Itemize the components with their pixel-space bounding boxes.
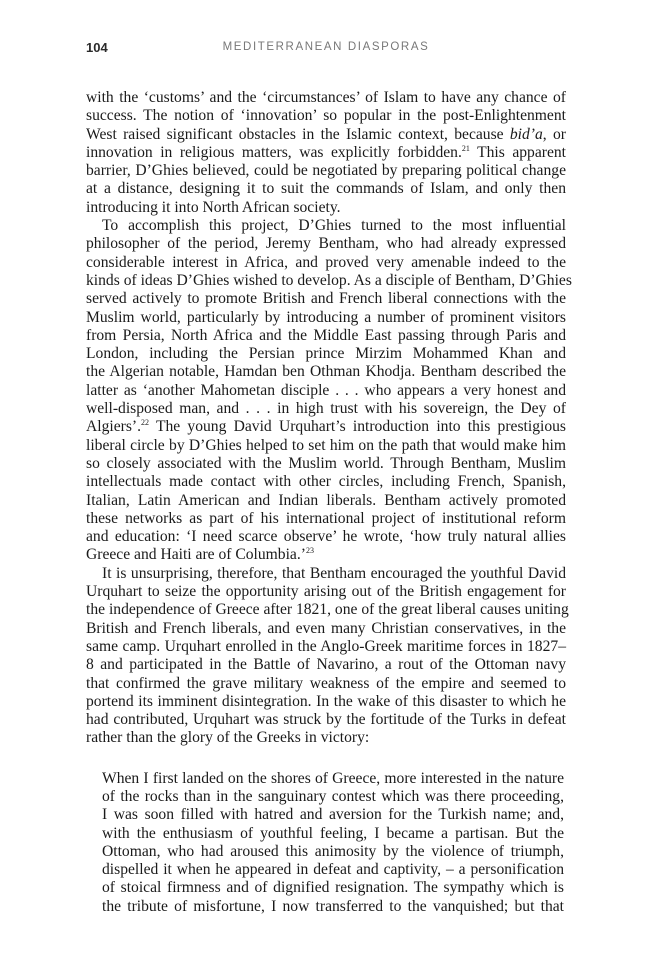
paragraph — [86, 217, 572, 565]
block-quote — [102, 770, 564, 916]
text-line: of stoical firmness and of dignified resignation. The sympathy which is — [102, 879, 564, 897]
text-segment: , or — [542, 125, 566, 143]
text-segment: West raised significant obstacles in the Islamic context, because — [86, 125, 510, 143]
text-line: portend its imminent disintegration. In the wake of this disaster to which he — [86, 692, 566, 710]
text-line: philosopher of the period, Jeremy Bentham, who had already expressed — [86, 235, 566, 253]
footnote-marker: 23 — [305, 546, 314, 556]
text-line: intellectuals made contact with other circles, including French, Spanish, — [86, 473, 566, 491]
text-line: dispelled it when he appeared in defeat and captivity, – a personification — [102, 861, 564, 879]
text-line: To accomplish this project, D’Ghies turned to the most influential — [102, 217, 566, 235]
running-head: MEDITERRANEAN DIASPORAS — [222, 41, 430, 53]
footnote-marker: 21 — [461, 143, 470, 153]
text-segment: innovation in religious matters, was explicitly forbidden. — [86, 143, 462, 161]
text-line: the independence of Greece after 1821, one of the great liberal causes uniting — [86, 601, 569, 619]
text-line: It is unsurprising, therefore, that Bentham encouraged the youthful David — [102, 564, 566, 582]
text-line: liberal circle by D’Ghies helped to set him on the path that would make him — [86, 436, 566, 454]
text-line: served actively to promote British and French liberal connections with the — [86, 290, 566, 308]
text-segment: This apparent — [469, 143, 566, 161]
text-line: I was soon filled with hatred and aversion for the Turkish name; and, — [102, 806, 564, 824]
text-segment: Algiers’. — [86, 418, 141, 436]
text-line — [86, 144, 566, 162]
text-line: these networks as part of his international project of institutional reform — [86, 509, 566, 527]
text-line: that confirmed the grave military weakness of the empire and seemed to — [86, 674, 566, 692]
text-line: introducing it into North African society. — [86, 198, 341, 216]
text-line: rather than the glory of the Greeks in victory: — [86, 729, 370, 747]
text-line: 8 and participated in the Battle of Navarino, a rout of the Ottoman navy — [86, 656, 566, 674]
text-line: so closely associated with the Muslim world. Through Bentham, Muslim — [86, 454, 566, 472]
text-line: success. The notion of ‘innovation’ so popular in the post-Enlightenment — [86, 107, 566, 125]
text-line: and education: ‘I need scarce observe’ he wrote, ‘how truly natural allies — [86, 528, 566, 546]
text-line: Italian, Latin American and Indian liberals. Bentham actively promoted — [86, 491, 566, 509]
italic-term: bid’a — [509, 125, 543, 143]
text-line: kinds of ideas D’Ghies wished to develop. As a disciple of Bentham, D’Ghies — [86, 271, 572, 289]
text-line: Ottoman, who had aroused this animosity by the violence of triumph, — [102, 842, 564, 860]
text-line: same camp. Urquhart enrolled in the Anglo-Greek maritime forces in 1827– — [86, 637, 566, 655]
text-line: of the rocks than in the sanguinary contest which was there proceeding, — [102, 787, 564, 805]
text-line: with the ‘customs’ and the ‘circumstances’ of Islam to have any chance of — [86, 89, 566, 106]
text-line — [86, 546, 566, 564]
text-line: barrier, D’Ghies believed, could be negotiated by preparing political change — [86, 162, 566, 180]
text-line: at a distance, designing it to suit the commands of Islam, and only then — [86, 180, 566, 198]
text-segment: The young David Urquhart’s introduction into this prestigious — [149, 418, 566, 436]
text-segment: Greece and Haiti are of Columbia.’ — [86, 546, 306, 564]
page-number: 104 — [86, 40, 108, 55]
text-line — [86, 126, 566, 144]
text-line: Muslim world, particularly by introducing a number of prominent visitors — [86, 308, 566, 326]
text-line: the Algerian notable, Hamdan ben Othman Khodja. Bentham described the — [86, 363, 566, 381]
text-line: had contributed, Urquhart was struck by the fortitude of the Turks in defeat — [86, 711, 566, 729]
text-line — [86, 418, 566, 436]
body-text — [86, 89, 572, 916]
text-line: well-disposed man, and . . . in high trust with his sovereign, the Dey of — [86, 400, 566, 418]
page-header — [86, 40, 566, 60]
paragraph — [86, 89, 566, 217]
text-line: considerable interest in Africa, and proved very amenable indeed to the — [86, 253, 566, 271]
text-line: British and French liberals, and even many Christian conservatives, in the — [86, 619, 566, 637]
block-spacer — [86, 748, 566, 770]
text-line: Urquhart to seize the opportunity arising out of the British engagement for — [86, 583, 566, 601]
text-line: with the enthusiasm of youthful feeling, I became a partisan. But the — [102, 824, 564, 842]
text-line: from Persia, North Africa and the Middle East passing through Paris and — [86, 326, 566, 344]
text-line: the tribute of misfortune, I now transferred to the vanquished; but that — [102, 897, 564, 915]
text-line: latter as ‘another Mahometan disciple . . . who appears a very honest and — [86, 381, 566, 399]
text-line: London, including the Persian prince Mirzim Mohammed Khan and — [86, 345, 566, 363]
paragraph — [86, 564, 569, 748]
text-line: When I first landed on the shores of Greece, more interested in the nature — [102, 769, 564, 787]
footnote-marker: 22 — [141, 418, 149, 428]
